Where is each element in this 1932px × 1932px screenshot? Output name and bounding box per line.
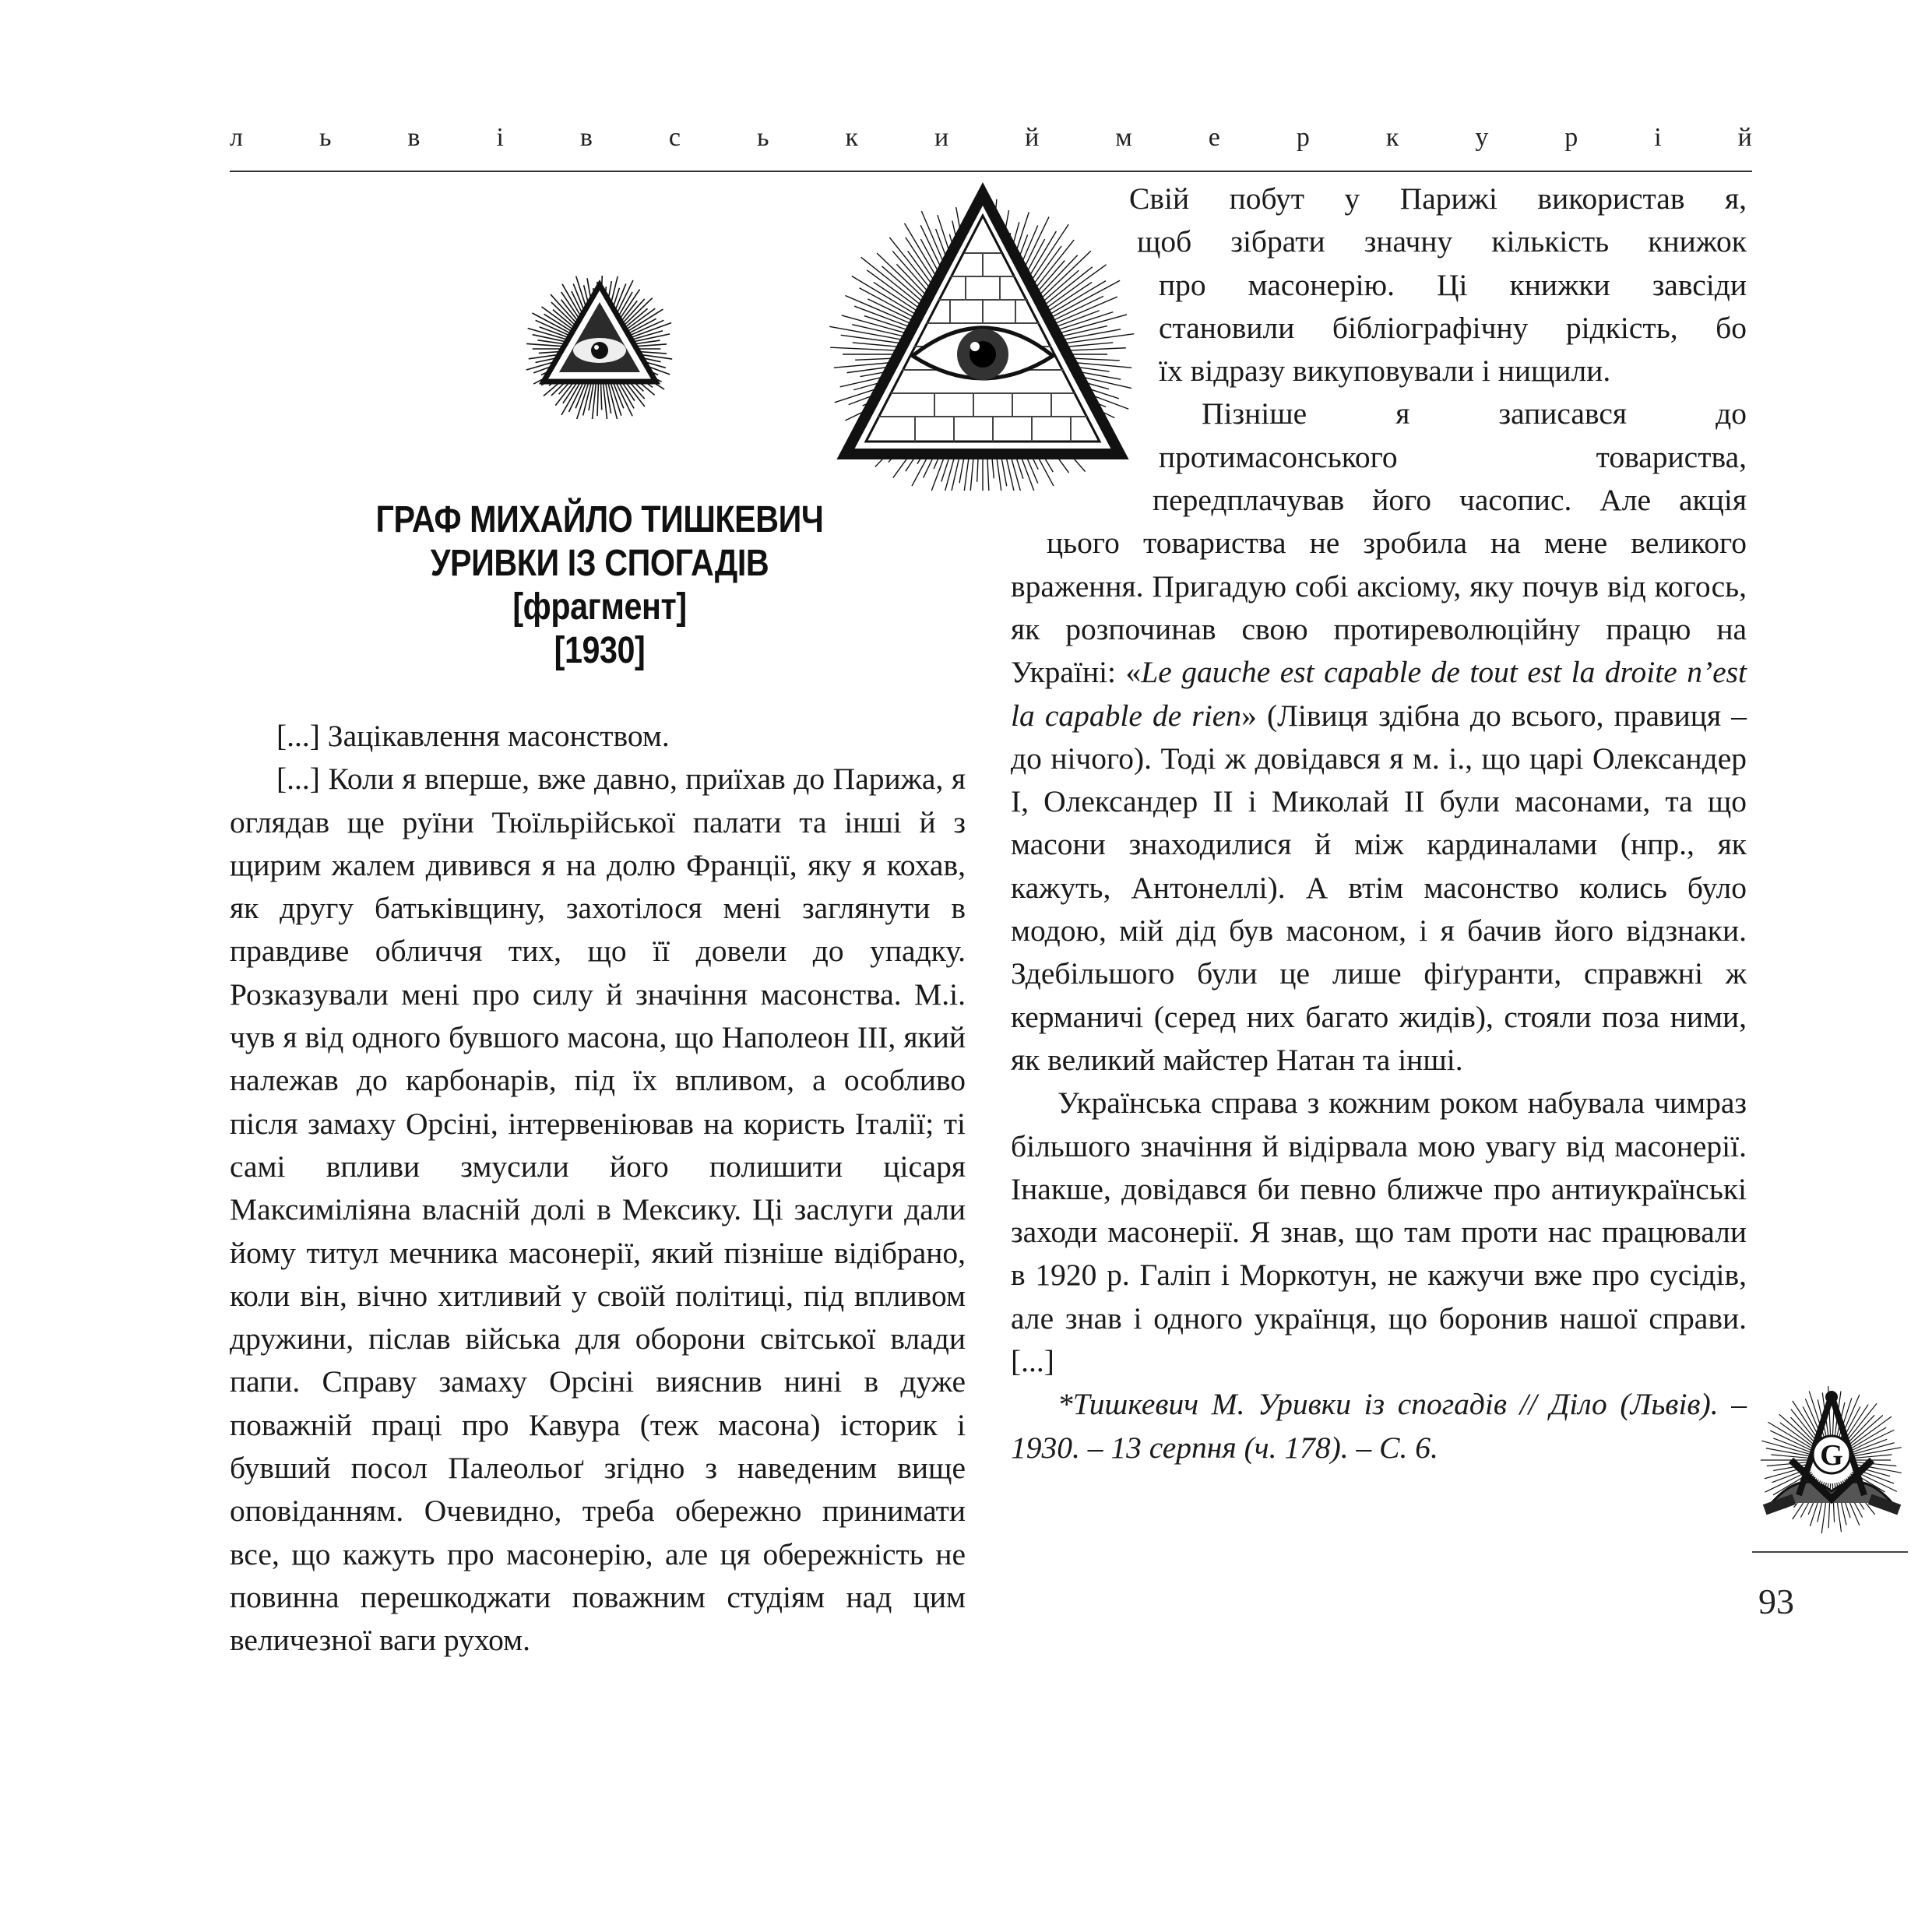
header-letter: ь (756, 123, 769, 152)
eye-pyramid-icon (522, 263, 677, 419)
paragraph: Українська справа з кожним роком набувала чимраз більшого значіння й відірвала мою увагу від масонерії. Інакше, довідався би певно ближче про антиукраїнські заходи масонерії. Я знав, що там проти нас працювали в 1920 р. Галіп і Моркотун, не кажучи вже про сусідів, але знав і одного українця, що боронив нашої справи. [...] (1011, 1086, 1747, 1379)
paragraph-text: враження. Пригадую собі аксіому, яку почув від когось, як розпочинав свою протиреволюційну працю на Україні: « (1011, 568, 1747, 690)
text-line: становили бібліографічну рідкість, бо (1159, 310, 1747, 345)
header-letter: і (1654, 123, 1662, 152)
text-line: щоб зібрати значну кількість книжок (1137, 224, 1747, 259)
paragraph: [...] Зацікавлення масонством. (276, 719, 670, 753)
header-letter: р (1564, 123, 1578, 152)
sunburst-ray (600, 380, 601, 410)
header-letter: і (496, 123, 504, 152)
page-number: 93 (1758, 1582, 1794, 1621)
header-letter: й (1737, 123, 1752, 152)
text-line: передплачував його часопис. Але акція (1153, 483, 1747, 518)
text-line: цього товариства не зробила на мене великого (1047, 526, 1747, 561)
article-title-note: [фрагмент] (512, 586, 687, 628)
article-title-author: ГРАФ МИХАЙЛО ТИШКЕВИЧ (375, 499, 824, 540)
header-letter: е (1208, 123, 1220, 152)
paragraph-text: » (Лівиця здібна до всього, правиця – до нічого). Тоді ж довідався я м. і., що царі Олександер I, Олександер II і Миколай II були масонами, та що масони знаходилися й між кардиналами (нпр., як кажуть, Антонеллі). А втім масонство колись було модою, мій дід був масоном, і я бачив його відзнаки. Здебільшого були це лише фіґуранти, справжні ж керманичі (серед них багато жидів), стояли поза ними, як великий майстер Натан та інші. (1011, 698, 1747, 1077)
header-letter: л (230, 123, 243, 152)
header-letter: к (845, 123, 858, 152)
sunburst-ray (1849, 1415, 1883, 1445)
sunburst-ray (597, 380, 599, 416)
sunburst-ray (1850, 1416, 1892, 1446)
header-letter: р (1296, 123, 1310, 152)
text-line: Свій побут у Парижі використав я, (1129, 181, 1747, 216)
article-title-work: УРИВКИ ІЗ СПОГАДІВ (430, 543, 769, 584)
svg-text:G: G (1820, 1439, 1843, 1472)
article-title-block (257, 498, 942, 673)
text-line: протимасонського товариства, (1159, 439, 1747, 474)
paragraph (1011, 565, 1747, 1082)
header-letter: к (1385, 123, 1399, 152)
sunburst-ray (1779, 1414, 1814, 1445)
header-letter: й (1025, 123, 1040, 152)
paragraph: [...] Коли я вперше, вже давно, приїхав до Парижа, я оглядав ще руїни Тюїльрійської палати та інші й з щирим жалем дивився я на долю Франції, яку я кохав, як другу батьківщину, захотілося мені заглянути в правдиве обличчя тих, що її довели до упадку. Розказували мені про силу й значіння масонства. М.і. чув я від одного бувшого масона, що Наполеон III, який належав до карбонарів, під їх впливом, а особливо після замаху Орсіні, інтервеніював на користь Італії; ті самі впливи змусили його полишити цісаря Максиміліяна власній долі в Мексику. Ці заслуги дали йому титул мечника масонерії, який пізніше відібрано, коли він, вічно хитливий у своїй політиці, під впливом дружини, післав війська для оборони світської влади папи. Справу замаху Орсіні вияснив нині в дуже поважній праці про Кавура (теж масона) історик і бувший посол Палеольоґ згідно з наведеним вище оповіданням. Очевидно, треба обережно принимати все, що кажуть про масонерію, але ця обережність не повинна перешкоджати поважним студіям над цим величезної ваги рухом. (230, 762, 966, 1658)
header-letter: у (1475, 123, 1489, 152)
text-line: їх відразу викуповували і нищили. (1159, 354, 1611, 389)
running-header (230, 123, 1752, 151)
header-letter: ь (318, 123, 332, 152)
footnote: *Тишкевич М. Уривки із спогадів // Діло (Львів). – 1930. – 13 серпня (ч. 178). – С. 6. (1011, 1387, 1747, 1465)
text-line: Пізніше я записався до (1202, 396, 1747, 431)
left-column (230, 715, 966, 1663)
right-column (1011, 178, 1747, 1469)
header-letter: в (579, 123, 593, 152)
header-rule (230, 171, 1752, 172)
square-and-compass-icon (1756, 1386, 1908, 1534)
article-title-year: [1930] (554, 630, 646, 671)
header-letter: и (934, 123, 949, 152)
footer-rule (1752, 1551, 1908, 1553)
header-letter: в (407, 123, 421, 152)
sunburst-ray (627, 318, 656, 334)
text-line: про масонерію. Ці книжки завсіди (1159, 267, 1747, 302)
header-letter: с (668, 123, 681, 152)
header-letter: м (1115, 123, 1132, 152)
french-quote: Le gauche est capable de tout est la droite n’est la capable de rien (1011, 655, 1747, 733)
